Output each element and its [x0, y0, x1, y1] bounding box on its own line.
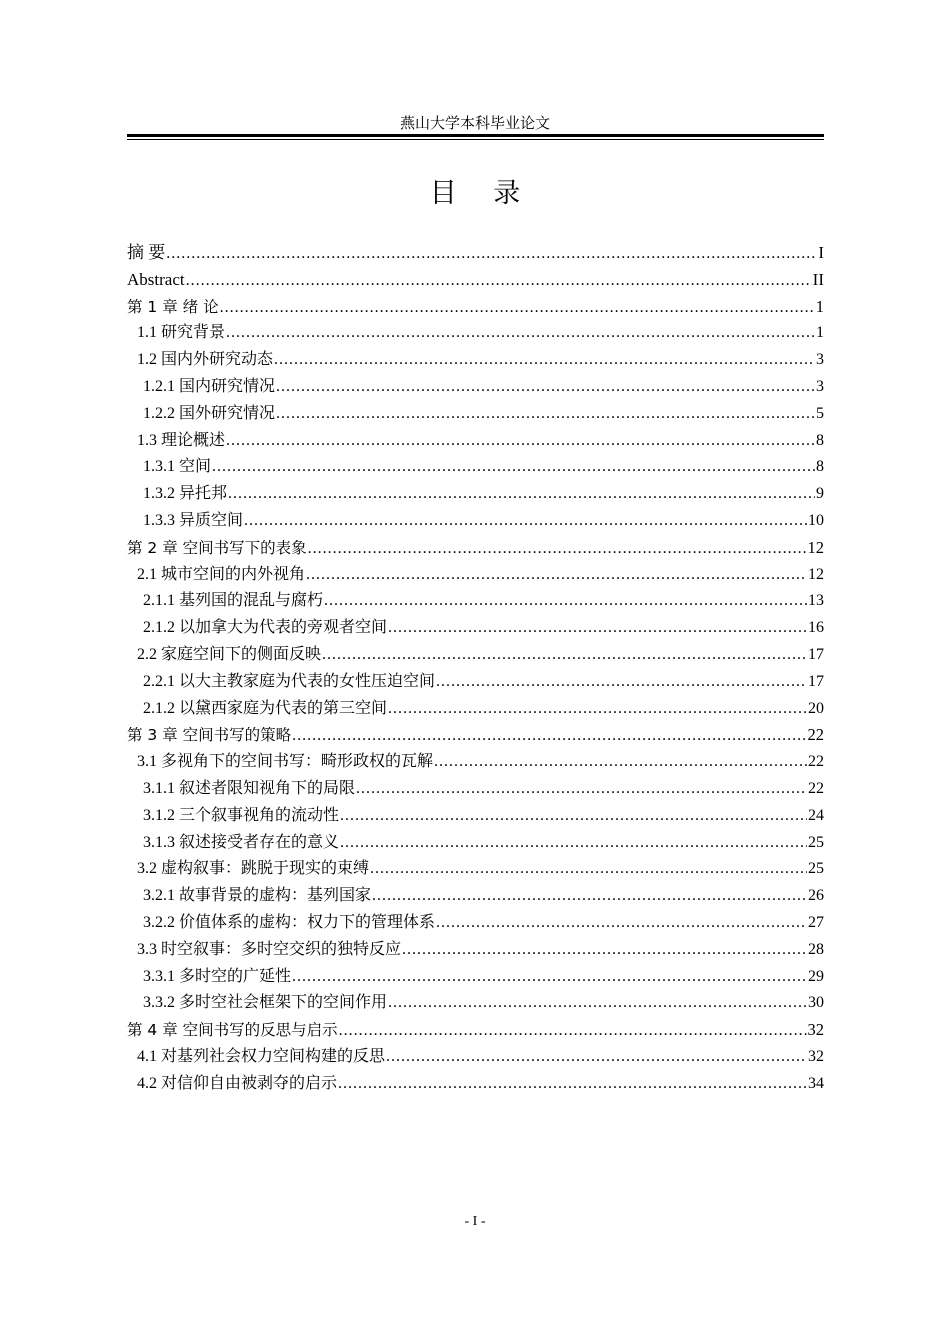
toc-leader-dots	[370, 856, 807, 883]
toc-entry-title: 3.1.1 叙述者限知视角下的局限	[143, 779, 356, 797]
toc-entry-page: 30	[808, 994, 824, 1012]
toc-leader-dots	[292, 964, 807, 991]
toc-entry-page: II	[812, 269, 824, 289]
toc-entry[interactable]	[127, 588, 824, 615]
toc-entry-title: 2.1 城市空间的内外视角	[137, 565, 306, 583]
toc-entry-page: 25	[808, 860, 824, 878]
toc-entry-page: 22	[808, 779, 824, 797]
toc-entry-page: 34	[808, 1074, 824, 1092]
toc-entry-page: 3	[816, 377, 824, 395]
toc-entry[interactable]	[127, 669, 824, 696]
toc-entry[interactable]	[127, 240, 824, 267]
toc-entry-page: 32	[807, 1020, 824, 1040]
toc-leader-dots	[388, 990, 807, 1017]
toc-title: 目 录	[429, 178, 535, 209]
toc-entry-page: 8	[816, 458, 824, 476]
toc-entry[interactable]	[127, 642, 824, 669]
toc-entry[interactable]	[127, 722, 824, 749]
toc-leader-dots	[386, 1044, 807, 1071]
toc-entry[interactable]	[127, 1071, 824, 1098]
toc-entry-title: 4.2 对信仰自由被剥夺的启示	[137, 1074, 338, 1092]
toc-entry[interactable]	[127, 776, 824, 803]
toc-leader-dots	[306, 562, 807, 589]
toc-leader-dots	[166, 241, 817, 267]
toc-entry[interactable]	[127, 910, 824, 937]
toc-leader-dots	[436, 669, 807, 696]
toc-leader-dots	[402, 937, 807, 964]
toc-entry-page: 17	[808, 672, 824, 690]
toc-entry-title: 2.1.2 以加拿大为代表的旁观者空间	[143, 619, 388, 637]
toc-leader-dots	[308, 536, 807, 562]
toc-entry-page: 10	[808, 511, 824, 529]
toc-entry-title: 3.3.2 多时空社会框架下的空间作用	[143, 994, 388, 1012]
toc-entry-title: 1.3.3 异质空间	[143, 511, 244, 529]
toc-entry-title: 第 3 章 空间书写的策略	[127, 726, 292, 745]
toc-entry-title: 1.2.2 国外研究情况	[143, 404, 276, 422]
toc-leader-dots	[186, 268, 812, 294]
toc-entry-page: 20	[808, 699, 824, 717]
toc-entry-page: 24	[808, 806, 824, 824]
page-number-footer: - I -	[464, 1214, 486, 1229]
toc-entry-page: 12	[807, 537, 824, 557]
toc-entry-title: 3.1.2 三个叙事视角的流动性	[143, 806, 340, 824]
toc-entry[interactable]	[127, 990, 824, 1017]
toc-leader-dots	[274, 347, 815, 374]
toc-entry-page: 3	[816, 351, 824, 369]
toc-entry-title: 3.3.1 多时空的广延性	[143, 967, 292, 985]
toc-leader-dots	[388, 615, 807, 642]
toc-entry-title: 第 1 章 绪 论	[127, 297, 219, 316]
toc-entry[interactable]	[127, 454, 824, 481]
toc-leader-dots	[276, 401, 815, 428]
toc-entry-title: 3.2.1 故事背景的虚构：基列国家	[143, 887, 372, 905]
toc-entry-page: 1	[816, 324, 824, 342]
toc-entry-page: 13	[808, 592, 824, 610]
toc-entry[interactable]	[127, 1017, 824, 1044]
toc-leader-dots	[338, 1071, 807, 1098]
toc-entry-page: 5	[816, 404, 824, 422]
toc-entry[interactable]	[127, 856, 824, 883]
toc-entry-title: 1.1 研究背景	[137, 324, 226, 342]
toc-entry[interactable]	[127, 374, 824, 401]
toc-entry[interactable]	[127, 830, 824, 857]
toc-entry[interactable]	[127, 749, 824, 776]
toc-entry-title: 1.2 国内外研究动态	[137, 351, 274, 369]
toc-leader-dots	[340, 803, 807, 830]
toc-entry-page: 8	[816, 431, 824, 449]
toc-entry-title: 3.1 多视角下的空间书写：畸形政权的瓦解	[137, 753, 434, 771]
toc-entry-page: 17	[808, 645, 824, 663]
toc-entry-title: 2.1.2 以黛西家庭为代表的第三空间	[143, 699, 388, 717]
toc-entry-page: 32	[808, 1047, 824, 1065]
toc-entry-title: 1.2.1 国内研究情况	[143, 377, 276, 395]
toc-entry[interactable]	[127, 294, 824, 321]
toc-leader-dots	[226, 320, 815, 347]
toc-entry-title: 1.3.2 异托邦	[143, 485, 228, 503]
toc-entry[interactable]	[127, 883, 824, 910]
toc-leader-dots	[436, 910, 807, 937]
toc-entry-title: 1.3.1 空间	[143, 458, 212, 476]
toc-entry[interactable]	[127, 615, 824, 642]
toc-entry-page: 9	[816, 485, 824, 503]
toc-entry[interactable]	[127, 320, 824, 347]
toc-entry-page: 22	[808, 753, 824, 771]
toc-entry[interactable]	[127, 1044, 824, 1071]
toc-leader-dots	[228, 481, 815, 508]
toc-leader-dots	[212, 454, 815, 481]
toc-leader-dots	[276, 374, 815, 401]
toc-entry-title: 2.1.1 基列国的混乱与腐朽	[143, 592, 324, 610]
toc-entry-page: 28	[808, 940, 824, 958]
toc-entry-title: 2.2.1 以大主教家庭为代表的女性压迫空间	[143, 672, 436, 690]
toc-entry[interactable]	[127, 535, 824, 562]
toc-entry-title: 第 2 章 空间书写下的表象	[127, 538, 307, 557]
toc-entry-page: 16	[808, 619, 824, 637]
toc-entry-page: 25	[808, 833, 824, 851]
toc-entry-title: 3.3 时空叙事：多时空交织的独特反应	[137, 940, 402, 958]
toc-entry[interactable]	[127, 937, 824, 964]
toc-leader-dots	[244, 508, 807, 535]
toc-entry-title: 3.1.3 叙述接受者存在的意义	[143, 833, 340, 851]
toc-entry[interactable]	[127, 508, 824, 535]
toc-leader-dots	[356, 776, 807, 803]
toc-entry-title: 2.2 家庭空间下的侧面反映	[137, 645, 322, 663]
toc-leader-dots	[324, 588, 807, 615]
toc-entry[interactable]	[127, 562, 824, 589]
toc-entry-page: 29	[808, 967, 824, 985]
toc-entry[interactable]	[127, 964, 824, 991]
toc-entry-title: 3.2.2 价值体系的虚构：权力下的管理体系	[143, 913, 436, 931]
table-of-contents	[127, 240, 824, 1098]
toc-entry[interactable]	[127, 401, 824, 428]
toc-leader-dots	[339, 1018, 807, 1044]
header-rule-thick	[127, 134, 824, 137]
toc-entry-title: Abstract	[127, 269, 185, 289]
header-rule-thin	[127, 139, 824, 140]
toc-entry-title: 摘 要	[127, 243, 166, 262]
toc-entry-page: 26	[808, 887, 824, 905]
toc-entry[interactable]	[127, 428, 824, 455]
toc-leader-dots	[434, 749, 807, 776]
toc-leader-dots	[292, 723, 806, 749]
toc-entry-page: 22	[807, 725, 824, 745]
toc-entry[interactable]	[127, 347, 824, 374]
toc-entry-page: 12	[808, 565, 824, 583]
toc-entry[interactable]	[127, 696, 824, 723]
toc-entry-title: 第 4 章 空间书写的反思与启示	[127, 1021, 338, 1040]
toc-entry-title: 3.2 虚构叙事：跳脱于现实的束缚	[137, 860, 370, 878]
toc-entry-page: 27	[808, 913, 824, 931]
toc-entry-title: 4.1 对基列社会权力空间构建的反思	[137, 1047, 386, 1065]
toc-leader-dots	[388, 696, 807, 723]
toc-entry[interactable]	[127, 481, 824, 508]
toc-entry-page: I	[818, 243, 824, 262]
running-header: 燕山大学本科毕业论文	[399, 116, 550, 132]
toc-leader-dots	[322, 642, 807, 669]
toc-entry[interactable]	[127, 803, 824, 830]
toc-leader-dots	[372, 883, 807, 910]
toc-entry-title: 1.3 理论概述	[137, 431, 226, 449]
toc-leader-dots	[226, 428, 815, 455]
toc-leader-dots	[340, 830, 807, 857]
toc-entry-page: 1	[815, 296, 824, 316]
toc-leader-dots	[220, 295, 815, 321]
toc-entry[interactable]	[127, 267, 824, 294]
